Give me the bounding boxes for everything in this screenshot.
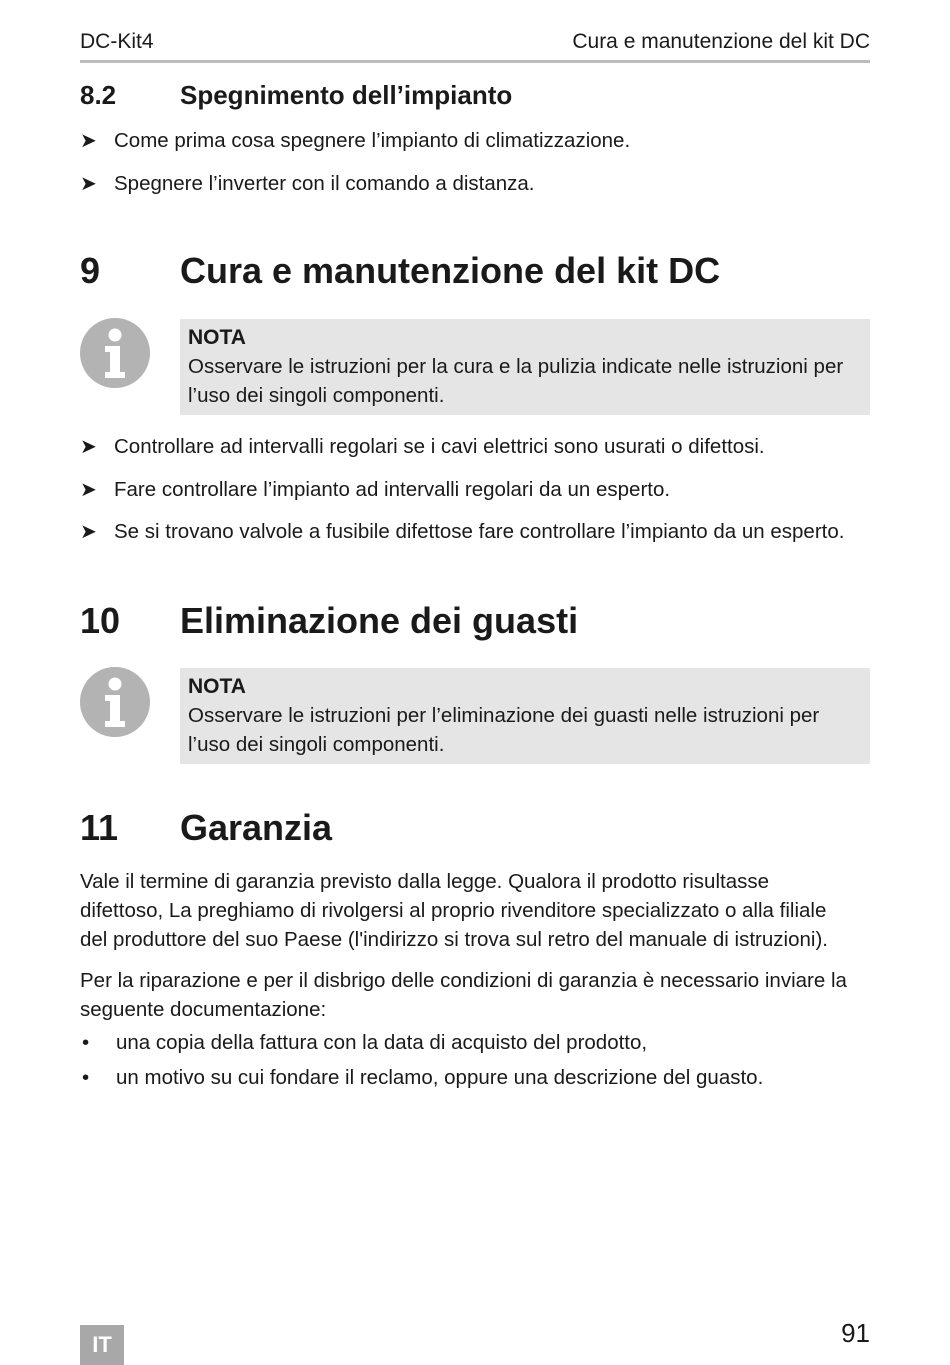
note-text-line: Osservare le istruzioni per la cura e la pulizia indicate nelle istruzioni per: [188, 355, 844, 378]
running-header-left: DC-Kit4: [80, 30, 154, 53]
arrow-icon: ➤: [80, 130, 97, 152]
list-item-text: una copia della fattura con la data di acquisto del prodotto,: [116, 1031, 648, 1054]
section-10-heading: [80, 600, 578, 642]
bullet-icon: •: [82, 1031, 90, 1054]
paragraph-line: seguente documentazione:: [80, 998, 327, 1021]
section-number: 8.2: [80, 80, 117, 110]
note-title: NOTA: [188, 326, 246, 349]
note-text-line: l’uso dei singoli componenti.: [188, 733, 445, 756]
section-number: 11: [80, 807, 119, 848]
step-text: Spegnere l’inverter con il comando a distanza.: [114, 172, 535, 195]
note-text-line: l’uso dei singoli componenti.: [188, 384, 445, 407]
paragraph-line: Vale il termine di garanzia previsto dalla legge. Qualora il prodotto risultasse: [80, 870, 770, 893]
instruction-step: [80, 171, 535, 196]
note-box: [180, 319, 870, 415]
list-item: [80, 1066, 763, 1090]
instruction-step: [80, 519, 844, 544]
section-title: Garanzia: [180, 807, 333, 848]
language-tab: IT: [80, 1325, 124, 1365]
section-9-heading: [80, 250, 720, 292]
list-item: [80, 1031, 647, 1055]
info-icon: [80, 318, 150, 388]
bullet-icon: •: [82, 1066, 90, 1089]
section-title: Spegnimento dell’impianto: [180, 80, 513, 110]
page-number: 91: [841, 1318, 870, 1348]
note-box: [180, 668, 870, 764]
arrow-icon: ➤: [80, 173, 97, 195]
section-title: Eliminazione dei guasti: [180, 600, 579, 641]
warranty-paragraph: [80, 966, 870, 1024]
step-text: Se si trovano valvole a fusibile difettose fare controllare l’impianto da un esperto.: [114, 520, 845, 543]
warranty-paragraph: [80, 867, 870, 954]
instruction-step: [80, 128, 630, 153]
section-8-2-heading: [80, 80, 512, 111]
paragraph-line: del produttore del suo Paese (l'indirizzo si trova sul retro del manuale di istruzioni).: [80, 928, 828, 951]
step-text: Controllare ad intervalli regolari se i cavi elettrici sono usurati o difettosi.: [114, 435, 765, 458]
running-header-right: Cura e manutenzione del kit DC: [572, 30, 870, 53]
step-text: Fare controllare l’impianto ad intervalli regolari da un esperto.: [114, 478, 671, 501]
header-divider: [80, 60, 870, 63]
section-11-heading: [80, 807, 332, 849]
info-icon: [80, 667, 150, 737]
arrow-icon: ➤: [80, 521, 97, 543]
step-text: Come prima cosa spegnere l’impianto di climatizzazione.: [114, 129, 631, 152]
section-number: 10: [80, 600, 121, 641]
paragraph-line: Per la riparazione e per il disbrigo delle condizioni di garanzia è necessario inviare la: [80, 969, 847, 992]
list-item-text: un motivo su cui fondare il reclamo, oppure una descrizione del guasto.: [116, 1066, 764, 1089]
note-text-line: Osservare le istruzioni per l’eliminazione dei guasti nelle istruzioni per: [188, 704, 820, 727]
section-number: 9: [80, 250, 101, 291]
section-title: Cura e manutenzione del kit DC: [180, 250, 721, 291]
instruction-step: [80, 477, 670, 502]
arrow-icon: ➤: [80, 436, 97, 458]
note-title: NOTA: [188, 675, 246, 698]
paragraph-line: difettoso, La preghiamo di rivolgersi al proprio rivenditore specializzato o alla filiale: [80, 899, 827, 922]
arrow-icon: ➤: [80, 479, 97, 501]
instruction-step: [80, 434, 765, 459]
